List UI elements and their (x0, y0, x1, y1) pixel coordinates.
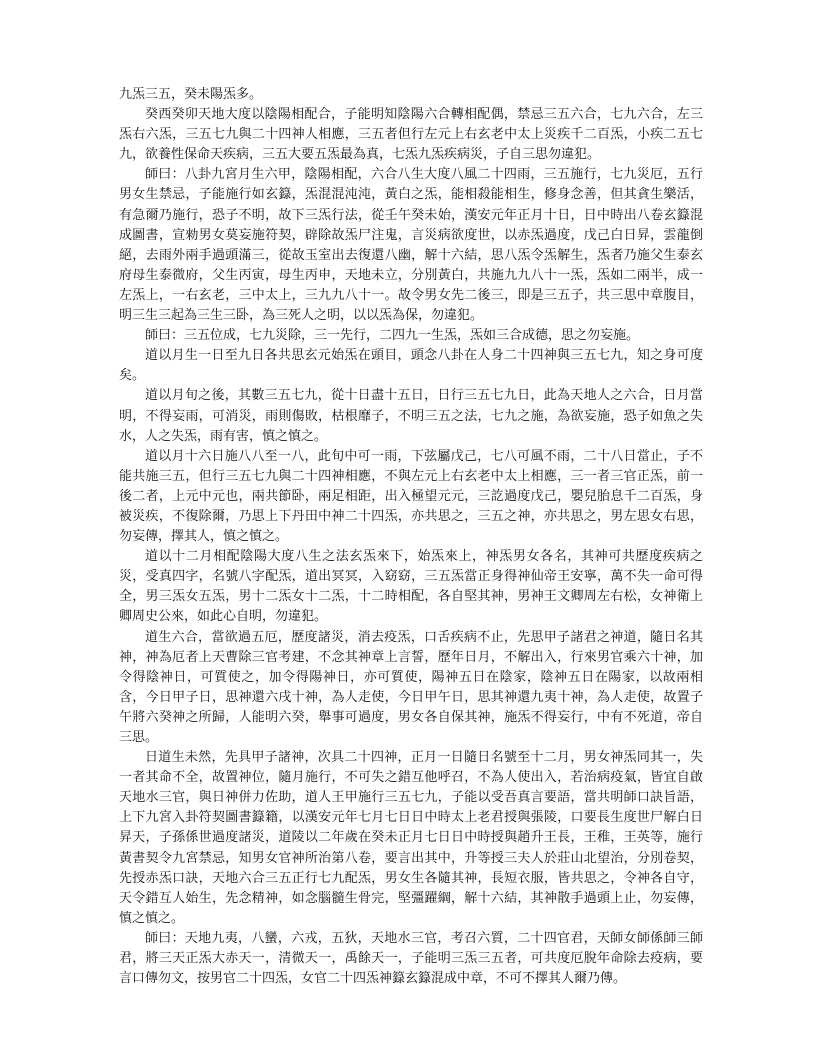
paragraph-10: 日道生未然，先具甲子諸神，次具二十四神，正月一日隨日名號至十二月，男女神炁同其一，失一者其命不全，故置神位，隨月施行，不可失之錯互他呼召，不為人使出入，若治病疫氣，皆宜自啟天地水三官，與日神併力佐助，道人王甲施行三五七九，子能以受吾真言要語，當共明師口訣旨語，上下九宮入卦符契圖書籙籍，以漢安元年七月七日日中時太上老君授與張陵，口要長生度世尸解白日昇天，子孫係世過度諸災，道陵以二年歲在癸未正月七日日中時授與趙升王長，王稚，王英等，施行黃書契令九宮禁忌，知男女官神所治第八卷，要言出其中，升等授三夫人於莊山北望治，分別卷契，先授赤炁口訣，天地六合三五正行七九配炁，男女生各隨其神，長短衣服，皆共思之，令神各自守，天令錯互人始生，先念精神，如念腦髓生骨完，堅彊躍綱，解十六結，其神散手過頭上止，勿妄傳，慎之慎之。 (119, 750, 703, 926)
paragraph-11: 師曰：天地九夷，八蠻，六戎，五狄，天地水三官，考召六質，二十四官君，天師女師係師三師君，將三天正炁大赤天一，清微天一，禹餘天一，子能明三炁三五者，可共度厄脫年命除去疫病，要言口傳勿文，按男官二十四炁，女官二十四炁神籙玄籙混成中章，不可不擇其人爾乃傳。 (119, 930, 703, 987)
paragraph-8: 道以十二月相配陰陽大度八生之法玄炁來下，始炁來上，神炁男女各名，其神可共歷度疾病之災，受真四字，名號八字配炁，道出冥冥，入窈窈，三五炁當正身得神仙帝王安寧，萬不失一命可得全，男三炁女五炁，男十二炁女十二炁，十二時相配，各自堅其神，男神王文卿周左右松，女神衛上卿周史公來，如此心自明，勿違犯。 (119, 549, 703, 625)
paragraph-9: 道生六合，當欲過五厄，歷度諸災，消去疫炁，口舌疾病不止，先思甲子諸君之神道，隨日名其神，神為厄者上天曹除三官考建，不念其神章上言誓，歷年日月，不解出入，行來男官乘六十神，加令得陰神日，可質使之，加令得陽神日，亦可質使，陽神五日在陰家，陰神五日在陽家，以故兩相含，今日甲子日，思神還六戌十神，為人走使，今日甲午日，思其神還九夷十神，為人走使，故置子午將六癸神之所歸，人能明六癸，舉事可過度，男女各自保其神，施炁不得妄行，中有不死道，帝自三思。 (119, 629, 703, 745)
paragraph-2: 癸西癸卯天地大度以陰陽相配合，子能明知陰陽六合轉相配偶，禁忌三五六合，七九六合，左三炁右六炁，三五七九與二十四神人相應，三五者但行左元上右玄老中太上災疾千二百炁，小疾二五七九，欲養性保命天疾病，三五大要五炁最為真，七炁九炁疾病災，子自三思勿違犯。 (119, 107, 703, 163)
paragraph-6: 道以月旬之後，其數三五七九，從十日盡十五日，日行三五七九日，此為天地人之六合，日月當明，不得妄雨，可消災，雨則傷敗，枯根靡子，不明三五之法，七九之施，為欲妄施，恐子如魚之失水，人之失炁，雨有害，慎之慎之。 (119, 388, 703, 444)
paragraph-7: 道以月十六日施八八至一八，此旬中可一雨，下弦屬戊己，七八可風不雨，二十八日當止，子不能共施三五，但行三五七九與二十四神相應，不與左元上右玄老中太上相應，三一者三官正炁，前一後二者，上元中元也，兩共節卧，兩足相距，出入極望元元，三訖過度戊己，嬰兒胎息千二百炁，身被災疾，不復除爾，乃思上下丹田中神二十四炁，亦共思之，三五之神，亦共思之，男左思女右思，勿妄傳，擇其人，慎之慎之。 (119, 448, 703, 545)
paragraph-3: 師曰：八卦九宮月生六甲，陰陽相配，六合八生大度八風二十四雨，三五施行，七九災厄，五行男女生禁忌，子能施行如玄籙，炁混混沌沌，黃白之炁，能相殺能相生，修身念善，但其貪生樂活，有急爾乃施行，恐子不明，故下三炁行法，從壬午癸未始，漢安元年正月十日，日中時出八卷玄籙混成圖書，宣勑男女莫妄施符契，辟除故炁尸注鬼，言災病欲度世，以赤炁過度，戊己白日昇，雲龍倒絕，去雨外兩手過頭滿三，從故玉室出去復還八幽，解十六結，思八炁令炁解生，炁者乃施父生泰玄府母生泰微府，父生丙寅，母生丙申，天地未立，分別黃白，共施九九八十一炁，炁如二兩半，成一左炁上，一右玄老，三中太上，三九九八十一。故令男女先二後三，即是三五子，共三思中章腹目，明三生三起為三生三卧，為三死人之明，以以炁為保，勿違犯。 (119, 167, 703, 324)
paragraph-4: 師曰：三五位成，七九災除，三一先行，二四九一生炁，炁如三合成德，思之勿妄施。 (145, 328, 640, 344)
paragraph-1: 九炁三五，癸未陽炁多。 (119, 87, 263, 102)
paragraph-5: 道以月生一日至九日各共思玄元始炁在頭目，頭念八卦在人身二十四神與三五七九，知之身可度矣。 (119, 348, 703, 384)
document-body (119, 85, 703, 989)
